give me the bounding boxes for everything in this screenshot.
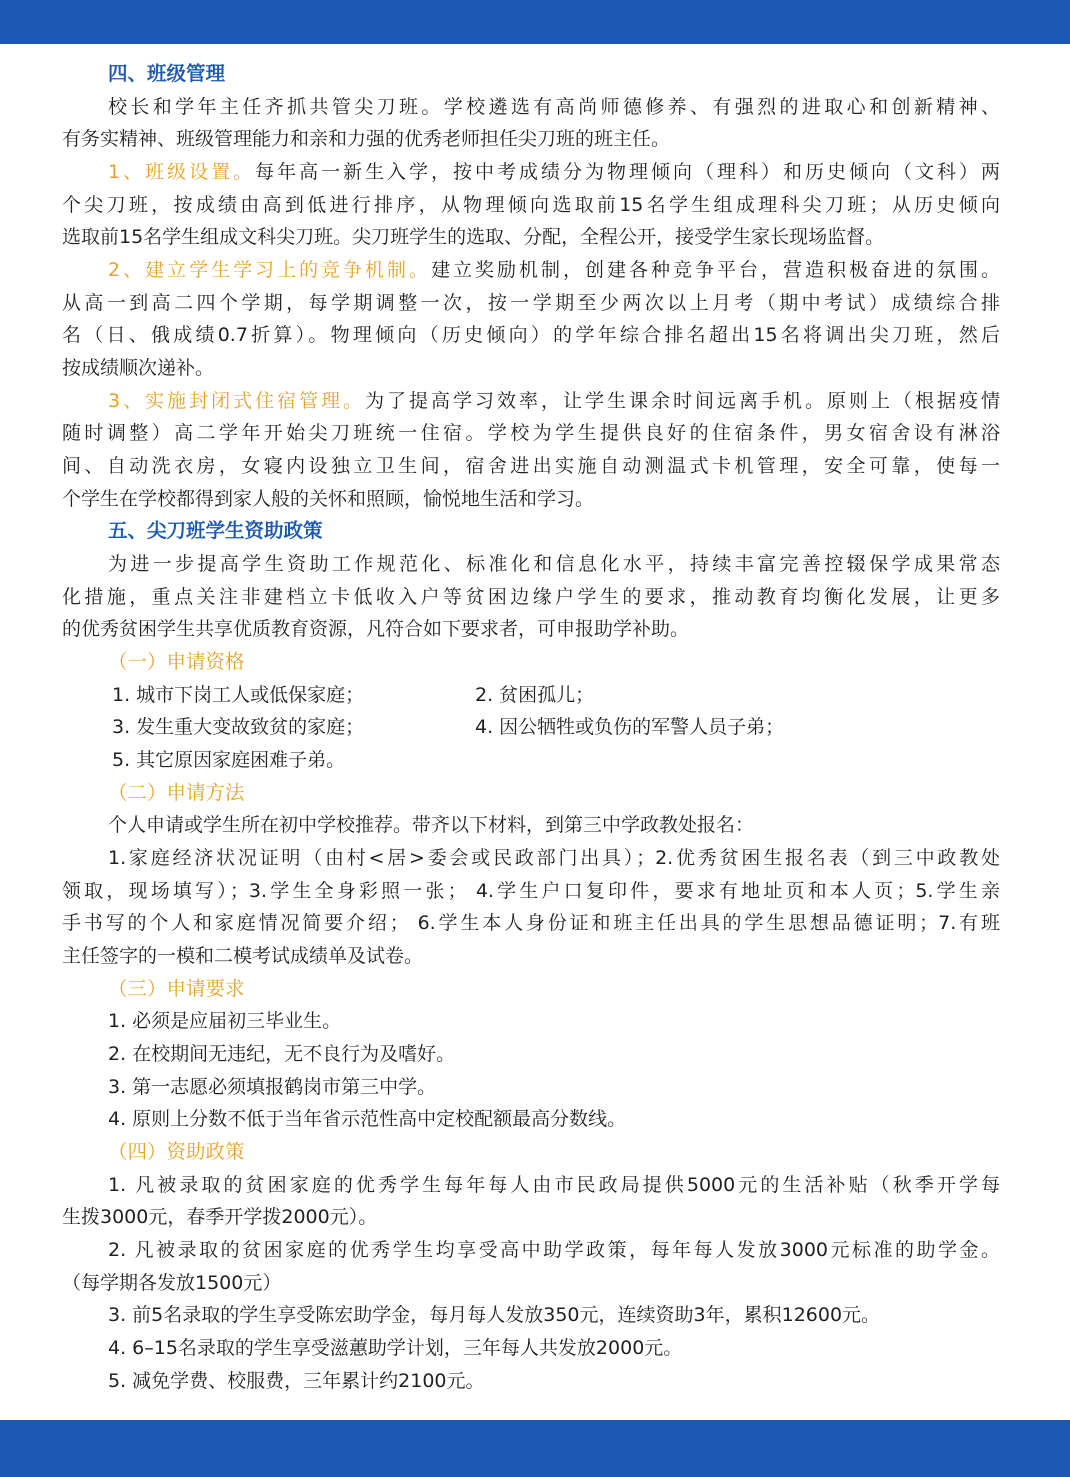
paragraph-line: 的优秀贫困学生共享优质教育资源，凡符合如下要求者，可申报助学补助。 <box>62 618 690 640</box>
list-item: 3. 第一志愿必须填报鹤岗市第三中学。 <box>108 1075 437 1098</box>
list-item: 5. 其它原因家庭困难子弟。 <box>112 749 346 771</box>
paragraph-line: 1. 凡被录取的贫困家庭的优秀学生每年每人由市民政局提供5000元的生活补贴（秋季开学每 <box>108 1173 1000 1196</box>
subheading-boarding: 3、实施封闭式住宿管理。 <box>108 389 366 412</box>
paragraph-line: 按成绩顺次递补。 <box>62 357 215 379</box>
section-heading-financial-aid: 五、尖刀班学生资助政策 <box>108 519 323 542</box>
paragraph-line: 选取前15名学生组成文科尖刀班。尖刀班学生的选取、分配，全程公开，接受学生家长现场监督。 <box>62 226 885 248</box>
paragraph-boarding: 3、实施封闭式住宿管理。为了提高学习效率，让学生课余时间远离手机。原则上（根据疫情 <box>108 389 1000 412</box>
subheading-eligibility: （一）申请资格 <box>108 650 245 673</box>
paragraph-line: 从高一到高二四个学期，每学期调整一次，按一学期至少两次以上月考（期中考试）成绩综合排 <box>62 291 1000 314</box>
paragraph-line: 领取，现场填写）；3.学生全身彩照一张； 4.学生户口复印件，要求有地址页和本人页；5.学生亲 <box>62 879 1000 902</box>
paragraph-line: 随时调整）高二学年开始尖刀班统一住宿。学校为学生提供良好的住宿条件，男女宿舍设有淋浴 <box>62 422 1000 444</box>
paragraph-line: 间、自动洗衣房，女寝内设独立卫生间，宿舍进出实施自动测温式卡机管理，安全可靠，使每一 <box>62 455 1000 477</box>
paragraph-line: 2. 凡被录取的贫困家庭的优秀学生均享受高中助学政策，每年每人发放3000元标准的助学金。 <box>108 1239 1000 1261</box>
list-item: 2. 在校期间无违纪，无不良行为及嗜好。 <box>108 1043 456 1065</box>
paragraph-line: 3. 前5名录取的学生享受陈宏助学金，每月每人发放350元，连续资助3年，累积12600元。 <box>108 1304 881 1326</box>
bottom-banner <box>0 1420 1070 1477</box>
subheading-competition: 2、建立学生学习上的竞争机制。 <box>108 259 432 281</box>
list-item: 4. 因公牺牲或负伤的军警人员子弟； <box>475 716 785 738</box>
subheading-class-setup: 1、班级设置。 <box>108 161 256 183</box>
paragraph-line: 主任签字的一模和二模考试成绩单及试卷。 <box>62 945 424 967</box>
paragraph-line: 有务实精神、班级管理能力和亲和力强的优秀老师担任尖刀班的班主任。 <box>62 128 671 150</box>
list-item: 2. 贫困孤儿； <box>475 683 595 706</box>
paragraph-line: 1.家庭经济状况证明（由村<居>委会或民政部门出具）；2.优秀贫困生报名表（到三中政教处 <box>108 847 1000 869</box>
paragraph-line: 手书写的个人和家庭情况简要介绍； 6.学生本人身份证和班主任出具的学生思想品德证明；7.有班 <box>62 912 1000 934</box>
paragraph-line: 个尖刀班，按成绩由高到低进行排序，从物理倾向选取前15名学生组成理科尖刀班；从历史倾向 <box>62 193 1000 216</box>
paragraph-line: 个学生在学校都得到家人般的关怀和照顾，愉悦地生活和学习。 <box>62 487 595 510</box>
subheading-requirements: （三）申请要求 <box>108 976 245 1000</box>
paragraph-line: 化措施，重点关注非建档立卡低收入户等贫困边缘户学生的要求，推动教育均衡化发展，让更多 <box>62 585 1000 608</box>
paragraph-line: 校长和学年主任齐抓共管尖刀班。学校遴选有高尚师德修养、有强烈的进取心和创新精神、 <box>108 95 1000 118</box>
subheading-application-method: （二）申请方法 <box>108 780 245 804</box>
list-item: 1. 城市下岗工人或低保家庭； <box>112 683 365 706</box>
paragraph-line: 生拨3000元，春季开学拨2000元）。 <box>62 1206 378 1228</box>
list-item: 3. 发生重大变故致贫的家庭； <box>112 716 365 738</box>
list-item: 1. 必须是应届初三毕业生。 <box>108 1010 342 1032</box>
paragraph-line: 个人申请或学生所在初中学校推荐。带齐以下材料，到第三中学政教处报名： <box>108 814 755 836</box>
list-item: 4. 原则上分数不低于当年省示范性高中定校配额最高分数线。 <box>108 1108 627 1130</box>
paragraph-line: 名（日、俄成绩0.7折算）。物理倾向（历史倾向）的学年综合排名超出15名将调出尖刀班，然后 <box>62 324 1000 346</box>
paragraph-competition: 2、建立学生学习上的竞争机制。建立奖励机制，创建各种竞争平台，营造积极奋进的氛围。 <box>108 259 1000 281</box>
paragraph-line: （每学期各发放1500元） <box>62 1271 282 1294</box>
paragraph-line: 4. 6–15名录取的学生享受滋蕙助学计划，三年每人共发放2000元。 <box>108 1337 683 1359</box>
paragraph-class-setup: 1、班级设置。每年高一新生入学，按中考成绩分为物理倾向（理科）和历史倾向（文科）两 <box>108 161 1000 183</box>
paragraph-line: 为进一步提高学生资助工作规范化、标准化和信息化水平，持续丰富完善控辍保学成果常态 <box>108 553 1000 575</box>
top-banner <box>0 0 1070 44</box>
paragraph-line: 5. 减免学费、校服费，三年累计约2100元。 <box>108 1369 485 1392</box>
subheading-aid-policy: （四）资助政策 <box>108 1140 245 1163</box>
section-heading-class-management: 四、班级管理 <box>108 62 226 85</box>
